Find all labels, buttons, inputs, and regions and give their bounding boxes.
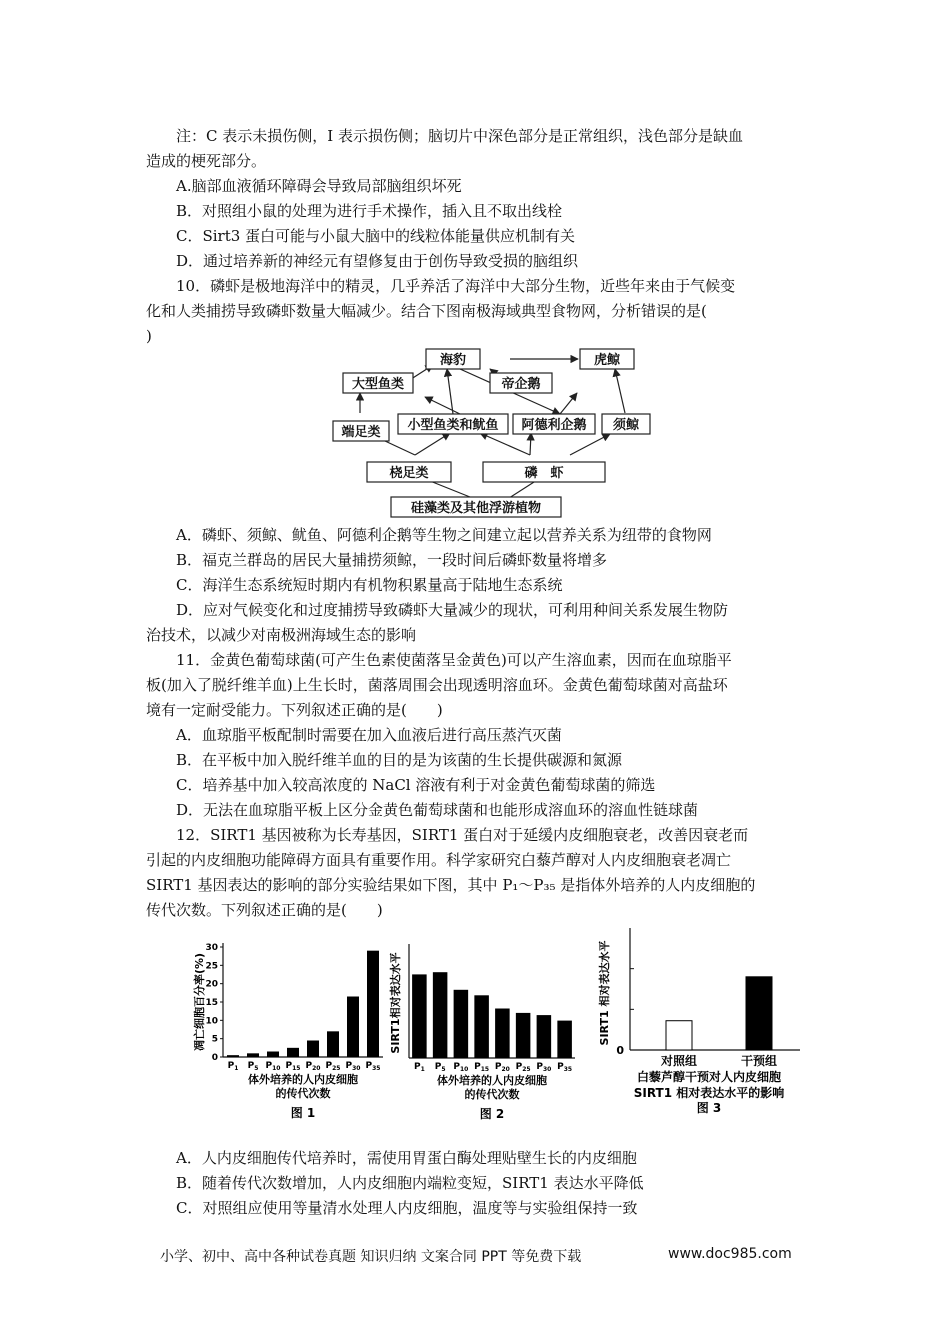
x-tick-label: $P_5$: [434, 1062, 446, 1073]
bar-P10: [454, 990, 469, 1058]
label-emperor: 帝企鹅: [501, 377, 541, 392]
y-tick-label: 5: [211, 1034, 218, 1045]
footer-site[interactable]: www.doc985.com: [668, 1246, 792, 1262]
x-tick-label: 干预组: [740, 1054, 778, 1068]
q12-stem-1: 12．SIRT1 基因被称为长寿基因，SIRT1 蛋白对于延缓内皮细胞衰老，改善因衰老而: [176, 826, 749, 844]
q9-option-d: D．通过培养新的神经元有望修复由于创伤导致受损的脑组织: [176, 252, 579, 270]
q10-option-a: A．磷虾、须鲸、鱿鱼、阿德利企鹅等生物之间建立起以营养关系为纽带的食物网: [176, 526, 712, 544]
label-baleen: 须鲸: [612, 418, 640, 433]
chart-fig1: [185, 935, 395, 1130]
q11-stem-3: 境有一定耐受能力。下列叙述正确的是( ): [146, 701, 443, 719]
q11-stem-2: 板(加入了脱纤维羊血)上生长时，菌落周围会出现透明溶血环。金黄色葡萄球菌对高盐环: [146, 676, 728, 694]
bar-P15: [474, 995, 489, 1058]
q10-stem-2: 化和人类捕捞导致磷虾数量大幅减少。结合下图南极海域典型食物网，分析错误的是(: [146, 302, 707, 320]
q10-option-c: C．海洋生态系统短时期内有机物积累量高于陆地生态系统: [176, 576, 563, 594]
q12-stem-3: SIRT1 基因表达的影响的部分实验结果如下图，其中 P₁～P₃₅ 是指体外培养的人内皮细胞的: [146, 876, 756, 894]
y-tick-label: 0: [211, 1053, 218, 1063]
note-line-2: 造成的梗死部分。: [146, 152, 267, 170]
chart-title: 图 1: [290, 1106, 316, 1120]
x-tick-label: $P_{30}$: [345, 1061, 361, 1072]
x-tick-label: 对照组: [660, 1054, 698, 1068]
x-tick-label: $P_1$: [413, 1062, 425, 1073]
q12-stem-2: 引起的内皮细胞功能障碍方面具有重要作用。科学家研究白藜芦醇对人内皮细胞衰老凋亡: [146, 851, 732, 869]
bar-P35: [557, 1021, 572, 1058]
caption-2: SIRT1 相对表达水平的影响: [633, 1086, 785, 1100]
q10-option-d: D．应对气候变化和过度捕捞导致磷虾大量减少的现状，可利用种间关系发展生物防: [176, 601, 729, 619]
q11-option-b: B．在平板中加入脱纤维羊血的目的是为该菌的生长提供碳源和氮源: [176, 751, 623, 769]
q11-option-c: C．培养基中加入较高浓度的 NaCl 溶液有利于对金黄色葡萄球菌的筛选: [176, 776, 656, 794]
bar-P30: [347, 997, 359, 1058]
label-amphipod: 端足类: [341, 425, 381, 440]
label-seal: 海豹: [439, 353, 467, 368]
label-adelie: 阿德利企鹅: [521, 418, 587, 433]
q9-option-c: C．Sirt3 蛋白可能与小鼠大脑中的线粒体能量供应机制有关: [176, 227, 576, 245]
x-tick-label: $P_1$: [227, 1061, 239, 1072]
bar-P35: [367, 951, 379, 1057]
q12-option-c: C．对照组应使用等量清水处理人内皮细胞，温度等与实验组保持一致: [176, 1199, 638, 1217]
q12-stem-4: 传代次数。下列叙述正确的是( ): [146, 901, 383, 919]
chart-fig2: [385, 940, 585, 1130]
x-tick-label: $P_{10}$: [265, 1061, 281, 1072]
y-tick-label: 10: [205, 1016, 218, 1027]
bar-干预组: [746, 977, 772, 1050]
label-copepod: 桡足类: [389, 466, 429, 481]
y-tick-label: 30: [205, 943, 218, 953]
note-line-1: 注：C 表示未损伤侧，I 表示损伤侧；脑切片中深色部分是正常组织，浅色部分是缺血: [176, 127, 743, 145]
chart-fig3: [592, 922, 812, 1130]
x-axis-label-1: 体外培养的人内皮细胞: [248, 1073, 358, 1086]
bar-P10: [267, 1052, 279, 1058]
q12-option-a: A．人内皮细胞传代培养时，需使用胃蛋白酶处理贴壁生长的内皮细胞: [176, 1149, 637, 1167]
x-tick-label: $P_{35}$: [365, 1061, 381, 1072]
q11-option-a: A．血琼脂平板配制时需要在加入血液后进行高压蒸汽灭菌: [176, 726, 562, 744]
bar-P5: [247, 1053, 259, 1057]
bar-P20: [307, 1041, 319, 1058]
x-tick-label: $P_5$: [247, 1061, 259, 1072]
label-krill: 磷 虾: [524, 466, 564, 481]
bar-P25: [516, 1013, 531, 1058]
y-axis-label: 凋亡细胞百分率(%): [193, 952, 206, 1052]
x-tick-label: $P_{15}$: [474, 1062, 490, 1073]
bar-P15: [287, 1048, 299, 1057]
food-web-diagram: [330, 345, 660, 520]
bar-P25: [327, 1031, 339, 1057]
bar-P30: [537, 1015, 552, 1058]
y-tick-label: 15: [205, 998, 218, 1008]
bar-对照组: [666, 1021, 692, 1050]
caption-1: 白藜芦醇干预对人内皮细胞: [636, 1070, 782, 1084]
label-orca: 虎鲸: [593, 353, 621, 368]
q12-option-b: B．随着传代次数增加，人内皮细胞内端粒变短，SIRT1 表达水平降低: [176, 1174, 644, 1192]
q10-option-b: B．福克兰群岛的居民大量捕捞须鲸，一段时间后磷虾数量将增多: [176, 551, 608, 569]
y-zero-label: 0: [616, 1044, 624, 1057]
bar-P1: [227, 1055, 239, 1057]
bar-P1: [412, 974, 427, 1058]
x-tick-label: $P_{25}$: [515, 1062, 531, 1073]
bar-P5: [433, 972, 448, 1058]
q9-option-a: A.脑部血液循环障碍会导致局部脑组织坏死: [176, 177, 462, 195]
x-tick-label: $P_{10}$: [453, 1062, 469, 1073]
q10-stem-3: ): [146, 327, 152, 345]
q9-option-b: B．对照组小鼠的处理为进行手术操作，插入且不取出线栓: [176, 202, 563, 220]
x-tick-label: $P_{15}$: [285, 1061, 301, 1072]
label-smallfish: 小型鱼类和鱿鱼: [407, 418, 499, 433]
q11-stem-1: 11．金黄色葡萄球菌(可产生色素使菌落呈金黄色)可以产生溶血素，因而在血琼脂平: [176, 651, 732, 669]
y-tick-label: 20: [205, 979, 218, 990]
y-tick-label: 25: [205, 961, 218, 972]
x-tick-label: $P_{20}$: [305, 1061, 321, 1072]
chart-title: 图 3: [696, 1101, 722, 1115]
x-tick-label: $P_{35}$: [557, 1062, 573, 1073]
x-tick-label: $P_{30}$: [536, 1062, 552, 1073]
q10-option-d-cont: 治技术，以减少对南极洲海域生态的影响: [146, 626, 417, 644]
bar-P20: [495, 1009, 510, 1059]
footer-text: 小学、初中、高中各种试卷真题 知识归纳 文案合同 PPT 等免费下载: [160, 1249, 582, 1265]
q11-option-d: D．无法在血琼脂平板上区分金黄色葡萄球菌和也能形成溶血环的溶血性链球菌: [176, 801, 699, 819]
y-axis-label: SIRT1 相对表达水平: [598, 940, 611, 1046]
label-diatom: 硅藻类及其他浮游植物: [410, 501, 542, 516]
chart-title: 图 2: [479, 1107, 505, 1121]
q10-stem-1: 10．磷虾是极地海洋中的精灵，几乎养活了海洋中大部分生物，近些年来由于气候变: [176, 277, 736, 295]
label-bigfish: 大型鱼类: [351, 377, 405, 392]
x-tick-label: $P_{20}$: [494, 1062, 510, 1073]
x-axis-label-2: 的传代次数: [464, 1088, 520, 1101]
y-axis-label: SIRT1相对表达水平: [389, 952, 402, 1054]
x-axis-label-2: 的传代次数: [275, 1087, 331, 1100]
x-tick-label: $P_{25}$: [325, 1061, 341, 1072]
x-axis-label-1: 体外培养的人内皮细胞: [437, 1074, 547, 1087]
